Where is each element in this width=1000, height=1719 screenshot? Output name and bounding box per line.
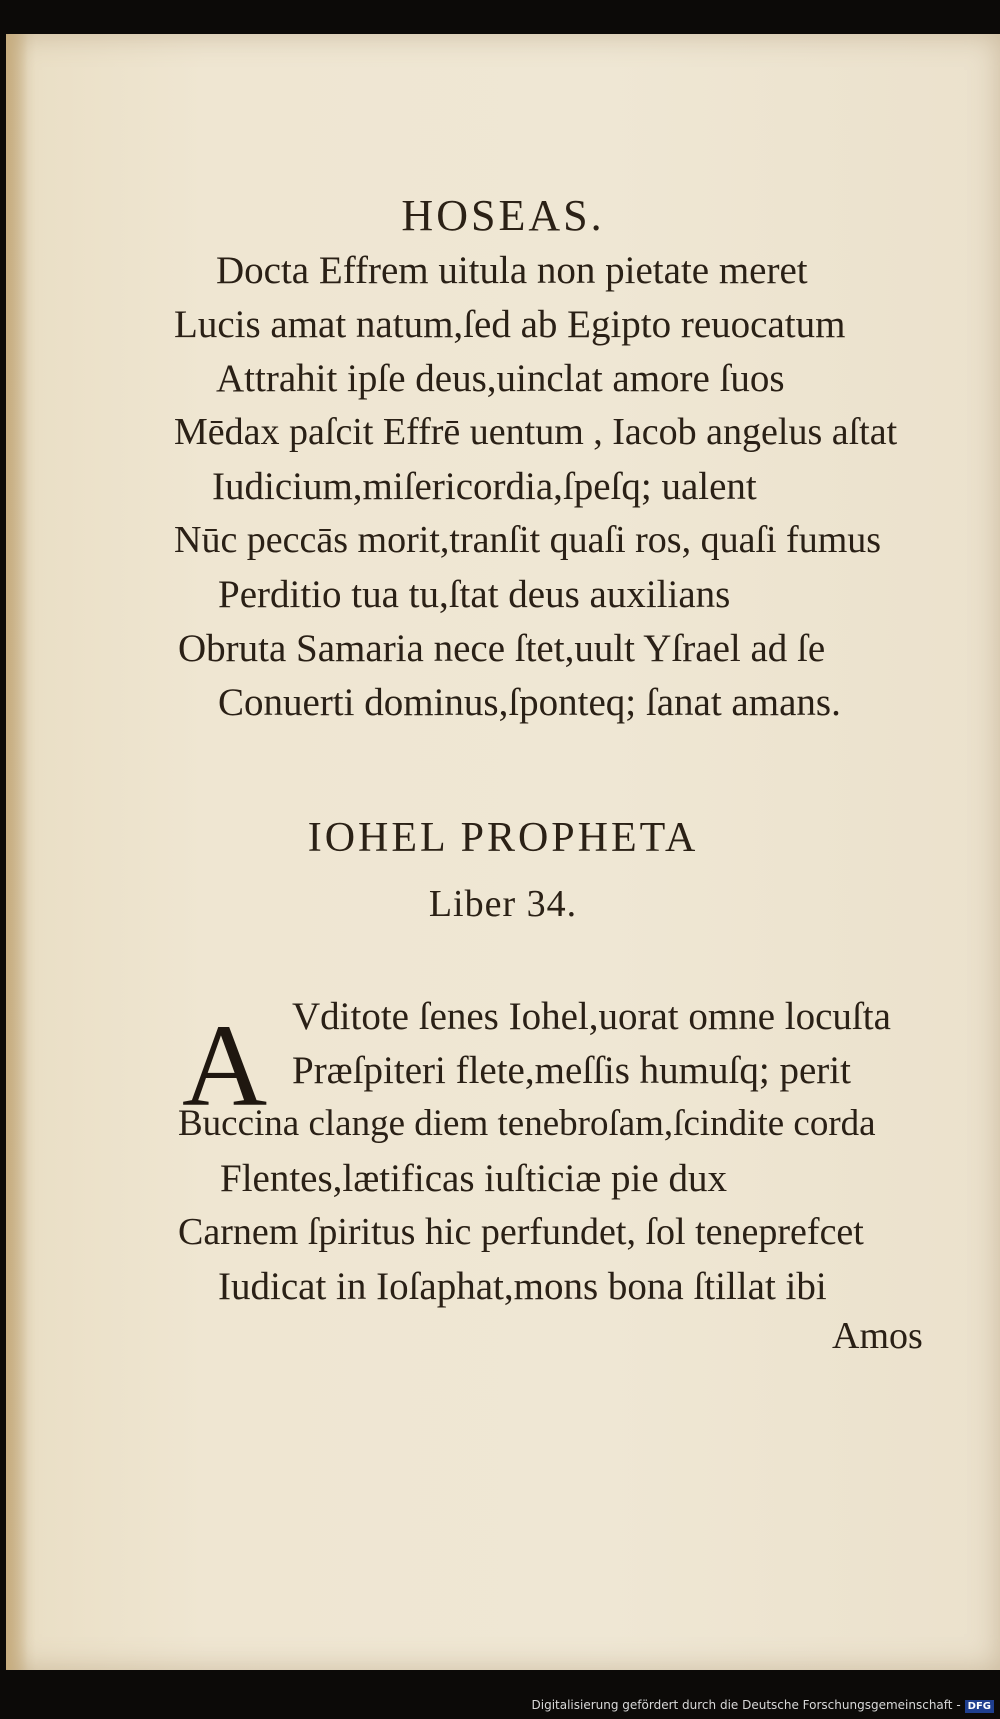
section-title: IOHEL PROPHETA xyxy=(307,815,699,861)
verse-line: Obruta Samaria nece ſtet,uult Yſrael ad ſe xyxy=(178,627,826,670)
verse-line: Mēdax paſcit Effrē uentum , Iacob angelus aſtat xyxy=(174,411,898,453)
footer-text: Digitalisierung gefördert durch die Deutsche Forschungsgemeinschaft - xyxy=(531,1698,961,1712)
section-subtitle: Liber 34. xyxy=(428,883,578,925)
verse-line: Præſpiteri flete,meſſis humuſq; perit xyxy=(292,1049,851,1092)
verse-line: Conuerti dominus,ſponteq; ſanat amans. xyxy=(218,681,841,724)
verse-line: Buccina clange diem tenebroſam,ſcindite corda xyxy=(178,1103,876,1144)
verse-line: Carnem ſpiritus hic perfundet, ſol teneprefcet xyxy=(178,1211,864,1253)
verse-line: Docta Effrem uitula non pietate meret xyxy=(216,249,808,292)
running-header: HOSEAS. xyxy=(401,191,605,240)
footer-credit xyxy=(0,1698,1000,1713)
dfg-logo: DFG xyxy=(965,1700,994,1713)
verse-line: Iudicat in Ioſaphat,mons bona ſtillat ibi xyxy=(218,1265,827,1308)
verse-line: Nūc peccās morit,tranſit quaſi ros, quaſi fumus xyxy=(174,519,882,561)
verse-line: Lucis amat natum,ſed ab Egipto reuocatum xyxy=(174,303,846,346)
book-page xyxy=(6,34,1000,1670)
verse-line: Vditote ſenes Iohel,uorat omne locuſta xyxy=(292,995,891,1038)
verse-line: Attrahit ipſe deus,uinclat amore ſuos xyxy=(216,357,785,400)
catchword: Amos xyxy=(832,1315,923,1357)
verse-line: Perditio tua tu,ſtat deus auxilians xyxy=(218,573,731,616)
drop-cap-initial: A xyxy=(182,1000,268,1131)
verse-line: Iudicium,miſericordia,ſpeſq; ualent xyxy=(212,465,757,508)
verse-line: Flentes,lætificas iuſticiæ pie dux xyxy=(220,1157,727,1200)
